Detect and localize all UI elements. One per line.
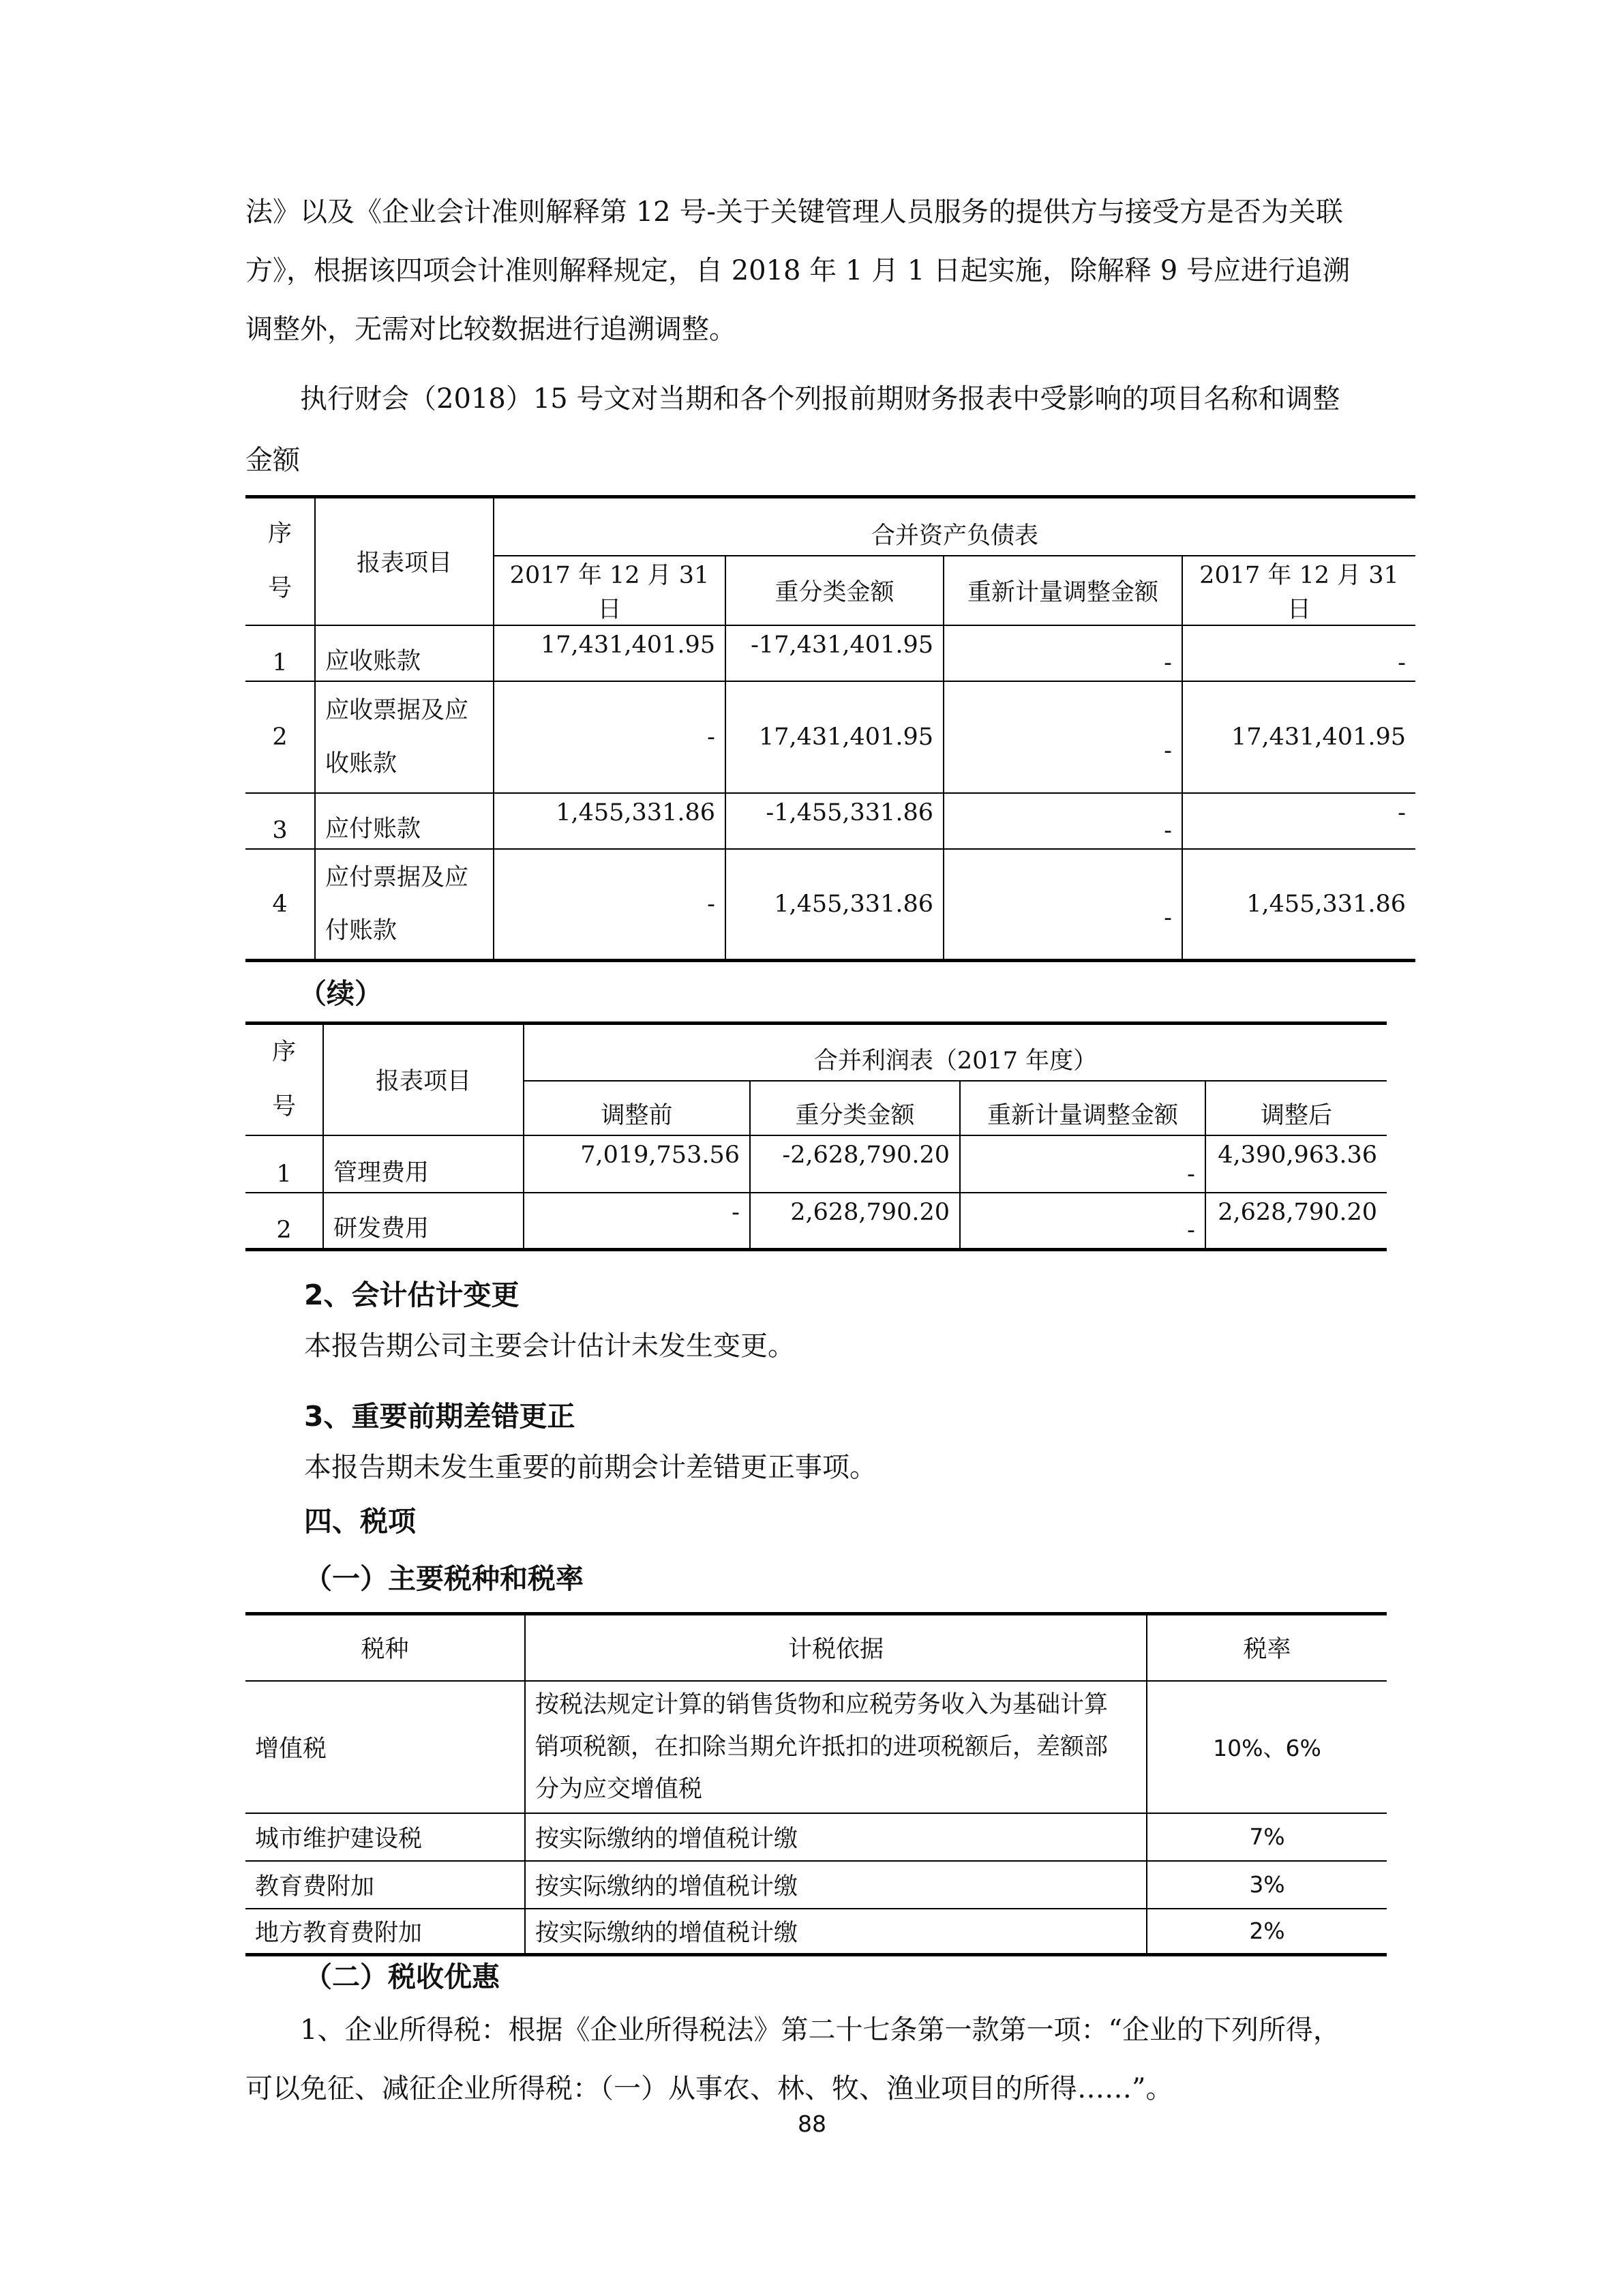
cell-value: 17,431,401.95 xyxy=(494,625,725,681)
basis-line-2: 销项税额，在扣除当期允许抵扣的进项税额后，差额部 xyxy=(535,1733,1109,1761)
cell-value: - xyxy=(944,625,1182,681)
table-row xyxy=(245,1681,1387,1813)
income-statement-table xyxy=(245,1022,1387,1251)
cell-tax-rate: 3% xyxy=(1147,1861,1387,1909)
table-row xyxy=(245,849,1415,961)
cell-tax-type: 增值税 xyxy=(245,1681,525,1813)
cell-value: - xyxy=(524,1193,750,1250)
cell-value: 17,431,401.95 xyxy=(725,681,944,793)
cell-value: -2,628,790.20 xyxy=(750,1135,960,1193)
intro-line-3: 调整外，无需对比较数据进行追溯调整。 xyxy=(245,314,736,345)
col-header-1: 调整前 xyxy=(524,1081,750,1135)
cell-tax-type: 城市维护建设税 xyxy=(245,1813,525,1861)
table-row xyxy=(245,1193,1387,1250)
cell-value: 1,455,331.86 xyxy=(494,793,725,849)
subheading-tax-incentives: （二）税收优惠 xyxy=(304,1960,500,1993)
note-line-2: 金额 xyxy=(245,445,300,476)
table-row xyxy=(245,1861,1387,1909)
cell-value: - xyxy=(960,1193,1205,1250)
cell-value: - xyxy=(494,849,725,961)
note-line-1: 执行财会（2018）15 号文对当期和各个列报前期财务报表中受影响的项目名称和调整 xyxy=(300,383,1340,415)
cell-item: 应付票据及应 付账款 xyxy=(315,849,494,961)
cell-tax-rate: 10%、6% xyxy=(1147,1681,1387,1813)
cell-value: 7,019,753.56 xyxy=(524,1135,750,1193)
cell-tax-type: 教育费附加 xyxy=(245,1861,525,1909)
subheading-main-taxes: （一）主要税种和税率 xyxy=(304,1562,584,1595)
basis-line-1: 按税法规定计算的销售货物和应税劳务收入为基础计算 xyxy=(535,1690,1109,1718)
section-heading-estimate-change: 2、会计估计变更 xyxy=(304,1279,520,1311)
cell-seq: 1 xyxy=(245,1135,323,1193)
header-seq-a: 序 xyxy=(267,520,292,548)
cell-tax-basis: 按实际缴纳的增值税计缴 xyxy=(525,1909,1147,1955)
cell-value: 1,455,331.86 xyxy=(1182,849,1415,961)
col-header-1: 2017 年 12 月 31 日 xyxy=(494,556,725,625)
cell-value: 4,390,963.36 xyxy=(1205,1135,1387,1193)
header-tax-rate: 税率 xyxy=(1147,1614,1387,1681)
cell-value: 17,431,401.95 xyxy=(1182,681,1415,793)
tax-rate-table xyxy=(245,1612,1387,1956)
table-row xyxy=(245,1135,1387,1193)
intro-line-2: 方》，根据该四项会计准则解释规定，自 2018 年 1 月 1 日起实施，除解释 9 号应进行追溯 xyxy=(245,255,1350,286)
cell-value: - xyxy=(944,681,1182,793)
cell-tax-type: 地方教育费附加 xyxy=(245,1909,525,1955)
cell-seq: 4 xyxy=(245,849,315,961)
header-seq-b: 号 xyxy=(267,575,292,603)
cell-seq: 2 xyxy=(245,1193,323,1250)
cell-value: - xyxy=(944,793,1182,849)
table-row xyxy=(245,1909,1387,1955)
table-row xyxy=(245,681,1415,793)
table-row xyxy=(245,1813,1387,1861)
cell-tax-rate: 7% xyxy=(1147,1813,1387,1861)
table-row xyxy=(245,625,1415,681)
header-tax-basis: 计税依据 xyxy=(525,1614,1147,1681)
cell-value: - xyxy=(960,1135,1205,1193)
cell-value: -17,431,401.95 xyxy=(725,625,944,681)
header-item: 报表项目 xyxy=(323,1024,524,1135)
cell-item: 应付账款 xyxy=(315,793,494,849)
page-number: 88 xyxy=(798,2111,826,2137)
header-group: 合并利润表（2017 年度） xyxy=(524,1024,1387,1081)
cell-value: 2,628,790.20 xyxy=(750,1193,960,1250)
section-text-estimate-change: 本报告期公司主要会计估计未发生变更。 xyxy=(304,1330,795,1362)
header-seq xyxy=(245,1024,323,1135)
cell-seq: 1 xyxy=(245,625,315,681)
col-header-3: 重新计量调整金额 xyxy=(960,1081,1205,1135)
section-text-error-correction: 本报告期未发生重要的前期会计差错更正事项。 xyxy=(304,1452,877,1483)
intro-line-1: 法》以及《企业会计准则解释第 12 号-关于关键管理人员服务的提供方与接受方是否为关联 xyxy=(245,196,1343,228)
header-seq xyxy=(245,497,315,625)
col-header-2: 重分类金额 xyxy=(750,1081,960,1135)
cell-value: - xyxy=(494,681,725,793)
header-seq-a: 序 xyxy=(271,1039,296,1067)
cell-value: 1,455,331.86 xyxy=(725,849,944,961)
cell-value: -1,455,331.86 xyxy=(725,793,944,849)
header-group: 合并资产负债表 xyxy=(494,497,1415,556)
header-tax-type: 税种 xyxy=(245,1614,525,1681)
cell-tax-basis: 按实际缴纳的增值税计缴 xyxy=(525,1813,1147,1861)
cell-item: 研发费用 xyxy=(323,1193,524,1250)
incentive-line-1: 1、企业所得税：根据《企业所得税法》第二十七条第一款第一项：“企业的下列所得， xyxy=(300,2014,1340,2046)
cell-item: 应收票据及应 收账款 xyxy=(315,681,494,793)
cell-seq: 2 xyxy=(245,681,315,793)
col-header-4: 调整后 xyxy=(1205,1081,1387,1135)
cell-seq: 3 xyxy=(245,793,315,849)
incentive-line-2: 可以免征、减征企业所得税：（一）从事农、林、牧、渔业项目的所得……”。 xyxy=(245,2073,1173,2104)
basis-line-3: 分为应交增值税 xyxy=(535,1775,703,1803)
table-row xyxy=(245,793,1415,849)
col-header-4: 2017 年 12 月 31 日 xyxy=(1182,556,1415,625)
header-seq-b: 号 xyxy=(271,1093,296,1121)
cell-value: 2,628,790.20 xyxy=(1205,1193,1387,1250)
cell-value: - xyxy=(944,849,1182,961)
header-item: 报表项目 xyxy=(315,497,494,625)
continued-label: （续） xyxy=(299,977,382,1010)
cell-item: 应收账款 xyxy=(315,625,494,681)
cell-tax-basis: 按实际缴纳的增值税计缴 xyxy=(525,1861,1147,1909)
cell-value: - xyxy=(1182,793,1415,849)
cell-tax-basis xyxy=(525,1681,1147,1813)
balance-sheet-table xyxy=(245,495,1415,962)
cell-value: - xyxy=(1182,625,1415,681)
col-header-2: 重分类金额 xyxy=(725,556,944,625)
section-heading-error-correction: 3、重要前期差错更正 xyxy=(304,1400,575,1433)
section-heading-taxes: 四、税项 xyxy=(304,1505,416,1538)
col-header-3: 重新计量调整金额 xyxy=(944,556,1182,625)
cell-item: 管理费用 xyxy=(323,1135,524,1193)
cell-tax-rate: 2% xyxy=(1147,1909,1387,1955)
